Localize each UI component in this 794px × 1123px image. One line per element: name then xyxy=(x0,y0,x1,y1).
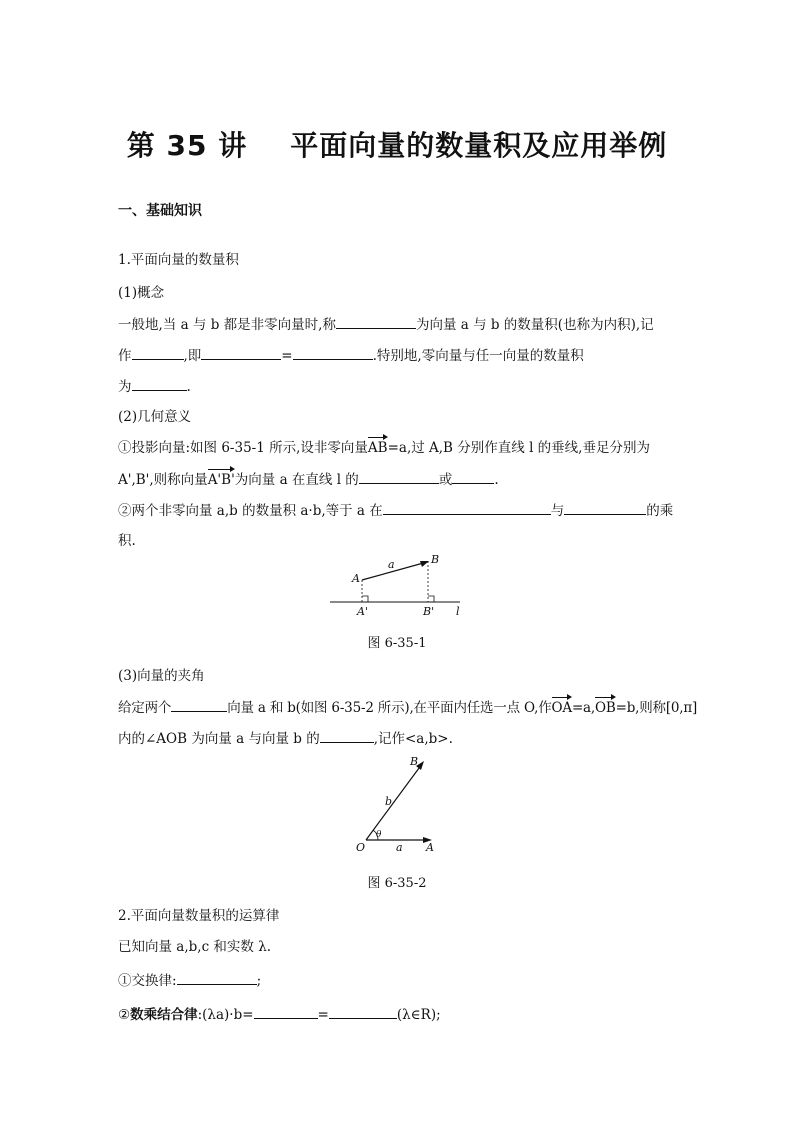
paragraph-projection: ①投影向量:如图 6-35-1 所示,设非零向量AB=a,过 A,B 分别作直线 l 的垂线,垂足分别为 xyxy=(118,440,650,456)
fill-blank[interactable] xyxy=(171,697,227,712)
fill-blank[interactable] xyxy=(320,728,374,743)
subheading-concept: (1)概念 xyxy=(118,285,165,301)
label-b: b xyxy=(385,795,393,808)
label-B: B xyxy=(431,553,440,566)
fill-blank[interactable] xyxy=(452,469,494,484)
label-a: a xyxy=(396,841,403,854)
paragraph-dot-product-meaning: ②两个非零向量 a,b 的数量积 a·b,等于 a 在 与 的乘 xyxy=(118,500,673,521)
paragraph-zero-vector: 为 . xyxy=(118,376,191,397)
label-a: a xyxy=(388,558,395,571)
label-A: A xyxy=(352,572,360,585)
fill-blank[interactable] xyxy=(383,500,551,515)
fill-blank[interactable] xyxy=(293,345,373,360)
paragraph-heading-2: 2.平面向量数量积的运算律 xyxy=(118,908,280,924)
fill-blank[interactable] xyxy=(329,1004,397,1019)
vector-a1b1: A'B' xyxy=(207,472,235,488)
paragraph-projection-vector: A',B',则称向量A'B'为向量 a 在直线 l 的 或 . xyxy=(118,469,499,490)
label-l: l xyxy=(456,605,460,618)
fill-blank[interactable] xyxy=(201,345,281,360)
label-theta: θ xyxy=(376,830,382,840)
vector-b-line xyxy=(366,764,422,840)
fill-blank[interactable] xyxy=(336,314,416,329)
vector-oa: OA xyxy=(551,700,572,716)
projection-figure xyxy=(325,553,470,623)
label-A-prime: A' xyxy=(357,605,368,618)
subheading-angle: (3)向量的夹角 xyxy=(118,668,205,684)
fill-blank[interactable] xyxy=(132,345,184,360)
fill-blank[interactable] xyxy=(177,970,257,985)
figure-caption-1: 图 6-35-1 xyxy=(367,636,427,651)
label-B-prime: B' xyxy=(423,605,435,618)
subheading-geometry: (2)几何意义 xyxy=(118,409,192,425)
label-O: O xyxy=(356,841,366,854)
fill-blank[interactable] xyxy=(254,1004,318,1019)
paragraph-angle-definition: 给定两个 向量 a 和 b(如图 6-35-2 所示),在平面内任选一点 O,作OA=a,OB=b,则称[0,π] xyxy=(118,697,697,718)
label-B: B xyxy=(410,755,419,768)
label-A: A xyxy=(426,841,434,854)
paragraph-heading-1: 1.平面向量的数量积 xyxy=(118,252,239,268)
vector-ob: OB xyxy=(595,700,616,716)
paragraph-definition: 一般地,当 a 与 b 都是非零向量时,称 为向量 a 与 b 的数量积(也称为内积),记 xyxy=(118,314,654,335)
paragraph-continuation: 积. xyxy=(118,533,136,549)
fill-blank[interactable] xyxy=(132,376,187,391)
page-title: 第 35 讲 平面向量的数量积及应用举例 xyxy=(126,129,668,162)
angle-figure xyxy=(352,752,442,856)
right-angle-mark xyxy=(428,596,434,602)
figure-caption-2: 图 6-35-2 xyxy=(367,876,427,891)
paragraph-commutative: ①交换律: ; xyxy=(118,970,261,991)
paragraph-associative: ②数乘结合律:(λa)·b= = (λ∈R); xyxy=(118,1004,441,1025)
fill-blank[interactable] xyxy=(359,469,439,484)
paragraph-notation: 作 ,即 = .特别地,零向量与任一向量的数量积 xyxy=(118,345,584,366)
right-angle-mark xyxy=(362,596,368,602)
paragraph-given: 已知向量 a,b,c 和实数 λ. xyxy=(118,939,272,955)
section-heading: 一、基础知识 xyxy=(118,203,202,219)
paragraph-angle-notation: 内的∠AOB 为向量 a 与向量 b 的 ,记作<a,b>. xyxy=(118,728,453,749)
vector-ab: AB xyxy=(367,440,388,456)
fill-blank[interactable] xyxy=(564,500,646,515)
